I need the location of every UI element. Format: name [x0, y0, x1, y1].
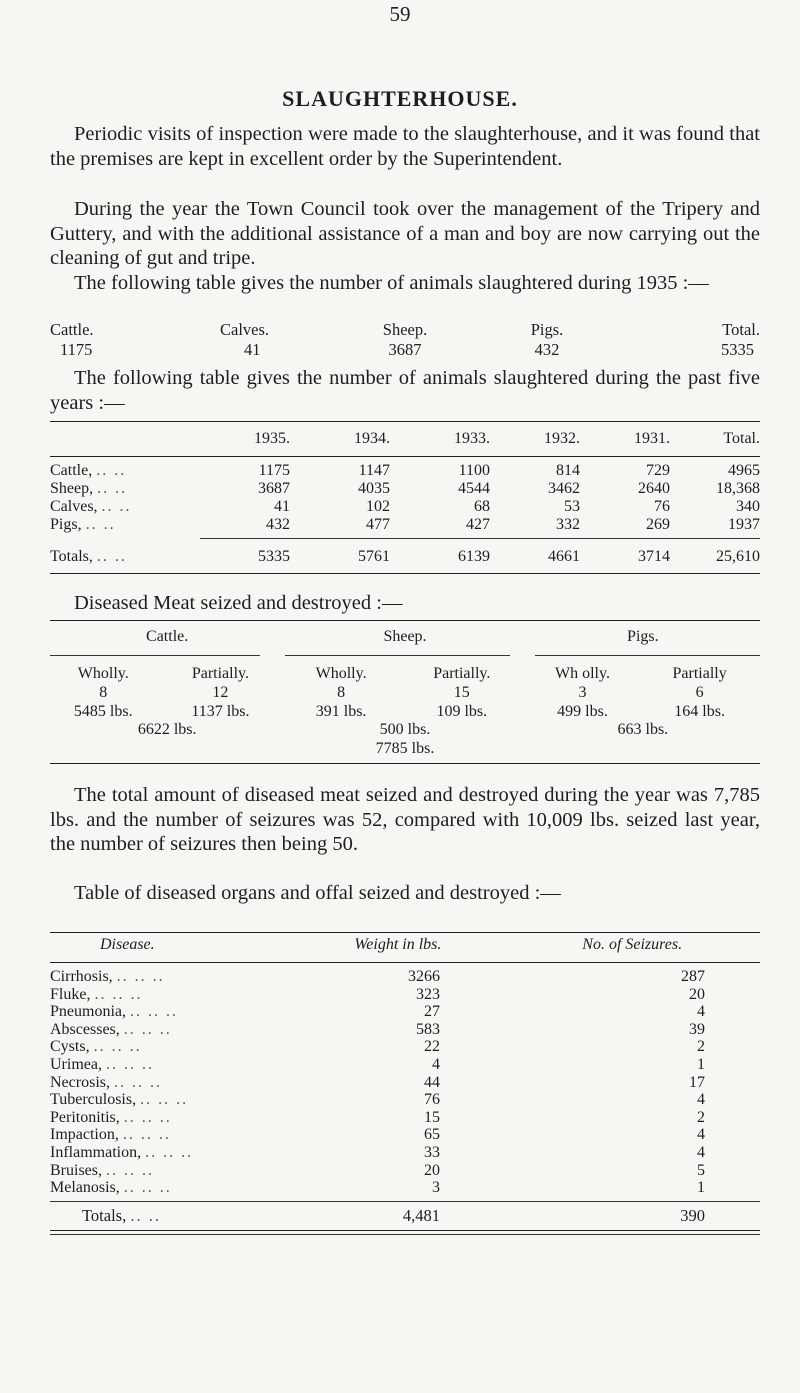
value-cell: 41: [274, 498, 290, 515]
five-year-totals: [50, 548, 760, 566]
value-cell: 814: [556, 462, 580, 479]
value-cell: 4035: [358, 480, 390, 497]
value-cell: 1175: [258, 462, 290, 479]
seizures-cell: 1: [697, 1179, 705, 1197]
group-rule: [285, 655, 510, 656]
diseased-meat-groups: [50, 628, 760, 646]
seizures-cell: 2: [697, 1038, 705, 1056]
weight-cell: 15: [424, 1108, 440, 1126]
value-cell: 427: [466, 516, 490, 533]
seizures-cell: 4: [697, 1091, 705, 1109]
group-header: Cattle.: [146, 628, 189, 645]
row-label: Totals,: [82, 1206, 127, 1225]
group-rule: [535, 655, 760, 656]
weight-cell: 4,481: [402, 1206, 440, 1225]
value-cell: 269: [646, 516, 670, 533]
seizures-cell: 1: [697, 1055, 705, 1073]
header-cell: Weight in lbs.: [354, 936, 442, 953]
weight-cell: 109 lbs.: [436, 703, 488, 720]
organs-totals: [50, 1206, 760, 1226]
organs-table: [50, 968, 760, 1197]
header-cell: Disease.: [100, 936, 155, 953]
group-rule: [50, 655, 260, 656]
table-row: Abscesses, .. .. .. 583 39: [50, 1021, 760, 1039]
value-cell: 332: [556, 516, 580, 533]
table-row: Impaction, .. .. .. 65 4: [50, 1126, 760, 1144]
table-rule: [50, 1234, 760, 1235]
table-rule: [50, 421, 760, 422]
disease-cell: Cirrhosis,: [50, 968, 113, 985]
totals-rule: [200, 538, 760, 539]
value-cell: 729: [646, 462, 670, 479]
weight-cell: 499 lbs.: [557, 703, 608, 720]
totals-rule: [50, 1201, 760, 1202]
seizures-cell: 4: [697, 1143, 705, 1161]
disease-cell: Bruises,: [50, 1161, 102, 1179]
table-row: Cirrhosis, .. .. .. 3266 287: [50, 968, 760, 986]
count-cell: 15: [453, 684, 470, 701]
row-label: Cattle,: [50, 462, 93, 479]
weight-cell: 391 lbs.: [315, 703, 367, 720]
value-cell: 3462: [548, 480, 580, 497]
row-label: Totals,: [50, 548, 93, 565]
value-cell: 432: [534, 340, 560, 359]
seizures-cell: 39: [689, 1020, 705, 1038]
table-row: Peritonitis, .. .. .. 15 2: [50, 1109, 760, 1127]
disease-cell: Necrosis,: [50, 1073, 110, 1091]
diseased-meat-totals: [50, 720, 760, 758]
table-row: Inflammation, .. .. .. 33 4: [50, 1144, 760, 1162]
weight-cell: 5485 lbs.: [73, 703, 133, 720]
value-cell: 3714: [638, 548, 670, 565]
group-total: 663 lbs.: [617, 721, 669, 738]
header-cell: Total.: [722, 320, 760, 339]
table-row: Urimea, .. .. .. 4 1: [50, 1056, 760, 1074]
value-cell: 2640: [638, 480, 670, 497]
seizures-cell: 17: [689, 1073, 705, 1091]
seizures-cell: 4: [697, 1126, 705, 1144]
five-year-table: [50, 425, 760, 453]
table-rule: [50, 1230, 760, 1231]
value-cell: 3687: [258, 480, 290, 497]
header-cell: Cattle.: [50, 320, 94, 339]
slaughter-1935-header-row: [50, 320, 760, 340]
five-year-body: [50, 462, 760, 534]
group-header: Sheep.: [383, 628, 427, 645]
paragraph-organs-intro: Table of diseased organs and offal seized and destroyed :—: [74, 882, 561, 904]
group-total: 500 lbs.: [379, 721, 431, 738]
header-cell: 1933.: [454, 430, 490, 447]
subheader-cell: Wholly.: [315, 665, 367, 682]
weight-cell: 3266: [408, 968, 440, 985]
disease-cell: Tuberculosis,: [50, 1091, 137, 1109]
five-year-header-row: [50, 425, 760, 453]
paragraph-inspection: Periodic visits of inspection were made to the slaughterhouse, and it was found that the premises are kept in excellent order by the Superintendent.: [50, 123, 760, 170]
header-cell: No. of Seizures.: [582, 936, 683, 953]
disease-cell: Urimea,: [50, 1055, 102, 1073]
value-cell: 41: [244, 340, 261, 359]
totals-row: Totals, .. .. 4,481 390: [50, 1206, 760, 1226]
paragraph-1935-intro: The following table gives the number of animals slaughtered during 1935 :—: [74, 272, 709, 294]
paragraph-diseased-meat: Diseased Meat seized and destroyed :—: [74, 592, 403, 614]
table-rule: [50, 456, 760, 457]
header-cell: 1932.: [544, 430, 580, 447]
subheader-cell: Partially.: [191, 665, 249, 682]
table-rule: [50, 573, 760, 574]
weight-cell: 65: [424, 1126, 440, 1144]
table-row: Tuberculosis, .. .. .. 76 4: [50, 1091, 760, 1109]
seizures-cell: 2: [697, 1108, 705, 1126]
slaughter-1935-value-row: [50, 340, 760, 360]
header-cell: 1935.: [254, 430, 290, 447]
value-cell: 4661: [548, 548, 580, 565]
table-rule: [50, 620, 760, 621]
seizures-cell: 20: [689, 985, 705, 1003]
seizures-cell: 4: [697, 1003, 705, 1021]
disease-cell: Cysts,: [50, 1038, 90, 1056]
weight-cell: 4: [432, 1055, 440, 1073]
weight-cell: 164 lbs.: [674, 703, 725, 720]
count-cell: 6: [695, 684, 704, 701]
weight-cell: 76: [424, 1091, 440, 1109]
grand-total: 7785 lbs.: [375, 740, 435, 757]
weight-cell: 20: [424, 1161, 440, 1179]
value-cell: 5761: [358, 548, 390, 565]
value-cell: 18,368: [716, 480, 760, 497]
weight-cell: 33: [424, 1143, 440, 1161]
group-total: 6622 lbs.: [137, 721, 197, 738]
value-cell: 102: [366, 498, 390, 515]
value-cell: 5335: [258, 548, 290, 565]
row-label: Pigs,: [50, 516, 82, 533]
table-row: Pneumonia, .. .. .. 27 4: [50, 1003, 760, 1021]
header-cell: 1934.: [354, 430, 390, 447]
table-row: Melanosis, .. .. .. 3 1: [50, 1179, 760, 1197]
seizures-cell: 5: [697, 1161, 705, 1179]
weight-cell: 323: [416, 985, 440, 1003]
header-cell: Sheep.: [382, 320, 428, 339]
slaughter-1935-table: [50, 320, 760, 360]
value-cell: 4965: [728, 462, 760, 479]
header-cell: Calves.: [220, 320, 270, 339]
weight-cell: 3: [432, 1179, 440, 1197]
table-row: Cattle, .. .. 1175 1147 1100 814 729 4965: [50, 462, 760, 479]
count-cell: 8: [337, 684, 346, 701]
disease-cell: Impaction,: [50, 1126, 119, 1144]
value-cell: 53: [564, 498, 580, 515]
organs-header: [50, 936, 760, 954]
row-label: Calves,: [50, 498, 98, 515]
value-cell: 1175: [60, 340, 93, 359]
value-cell: 5335: [721, 340, 754, 359]
table-row: Calves, .. .. 41 102 68 53 76 340: [50, 498, 760, 515]
subheader-cell: Wh olly.: [555, 665, 610, 682]
value-cell: 68: [474, 498, 490, 515]
header-cell: 1931.: [634, 430, 670, 447]
diseased-meat-table: [50, 664, 760, 721]
value-cell: 1937: [728, 516, 760, 533]
subheader-cell: Partially.: [433, 665, 491, 682]
value-cell: 432: [266, 516, 290, 533]
disease-cell: Inflammation,: [50, 1143, 142, 1161]
group-header: Pigs.: [627, 628, 659, 645]
count-cell: 12: [212, 684, 229, 701]
value-cell: 1100: [458, 462, 490, 479]
table-row: Sheep, .. .. 3687 4035 4544 3462 2640 18,368: [50, 480, 760, 497]
weight-cell: 583: [416, 1020, 440, 1038]
page-number: 59: [389, 2, 411, 26]
value-cell: 6139: [458, 548, 490, 565]
disease-cell: Peritonitis,: [50, 1108, 120, 1126]
weight-cell: 22: [424, 1038, 440, 1056]
table-rule: [50, 962, 760, 963]
weight-cell: 27: [424, 1003, 440, 1021]
value-cell: 340: [736, 498, 760, 515]
value-cell: 25,610: [716, 548, 760, 565]
value-cell: 1147: [358, 462, 390, 479]
header-cell: Pigs.: [530, 320, 564, 339]
count-cell: 3: [578, 684, 587, 701]
subheader-cell: Wholly.: [77, 665, 129, 682]
count-cell: 8: [99, 684, 108, 701]
seizures-cell: 390: [680, 1206, 705, 1225]
table-row: Cysts, .. .. .. 22 2: [50, 1038, 760, 1056]
table-rule: [50, 932, 760, 933]
row-label: Sheep,: [50, 480, 94, 497]
seizures-cell: 287: [681, 968, 705, 985]
table-row: Bruises, .. .. .. 20 5: [50, 1162, 760, 1180]
header-cell: Total.: [723, 430, 760, 447]
value-cell: 477: [366, 516, 390, 533]
value-cell: 76: [654, 498, 670, 515]
weight-cell: 44: [424, 1073, 440, 1091]
totals-row: Totals, .. .. 5335 5761 6139 4661 3714 25,610: [50, 548, 760, 565]
table-row: Fluke, .. .. .. 323 20: [50, 986, 760, 1004]
disease-cell: Abscesses,: [50, 1020, 120, 1038]
weight-cell: 1137 lbs.: [191, 703, 250, 720]
page-title: SLAUGHTERHOUSE.: [282, 86, 518, 111]
table-row: Necrosis, .. .. .. 44 17: [50, 1074, 760, 1092]
subheader-cell: Partially: [672, 665, 727, 682]
disease-cell: Pneumonia,: [50, 1003, 126, 1021]
value-cell: 4544: [458, 480, 490, 497]
table-row: Pigs, .. .. 432 477 427 332 269 1937: [50, 516, 760, 533]
paragraph-tripery: During the year the Town Council took over the management of the Tripery and Guttery, and with the additional assistance of a man and boy are now carrying out the cleaning of gut and tripe.: [50, 198, 760, 269]
value-cell: 3687: [388, 340, 422, 359]
paragraph-total-amount: The total amount of diseased meat seized and destroyed during the year was 7,785 lbs. and the number of seizures was 52, compared with 10,009 lbs. seized last year, the number of seizures then being 50.: [50, 784, 760, 855]
disease-cell: Melanosis,: [50, 1179, 120, 1197]
paragraph-five-year-intro: The following table gives the number of animals slaughtered during the past five years :—: [50, 367, 760, 414]
disease-cell: Fluke,: [50, 985, 91, 1003]
table-rule: [50, 763, 760, 764]
